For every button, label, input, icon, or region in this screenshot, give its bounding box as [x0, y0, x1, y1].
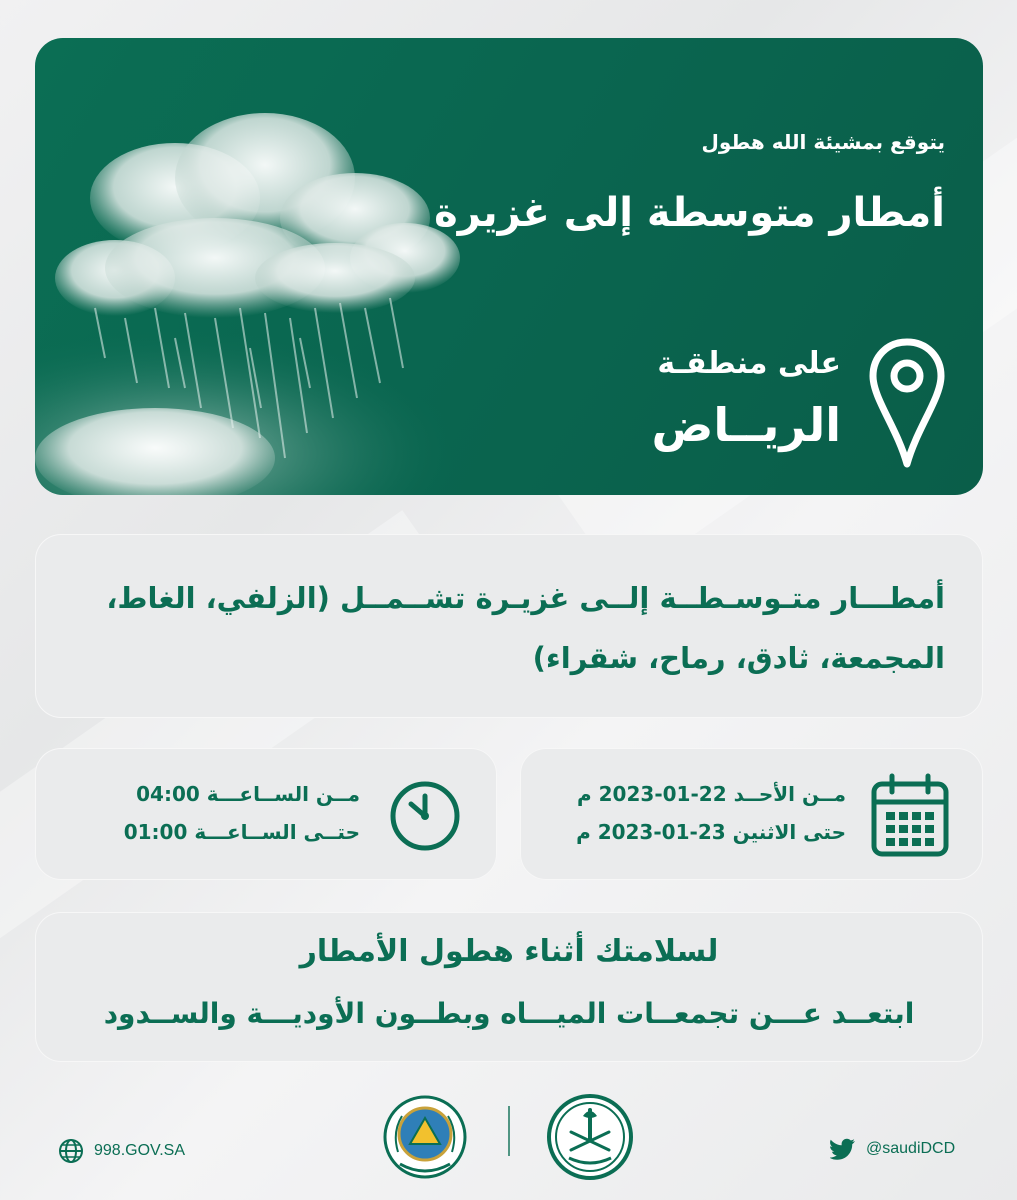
region-name: الريــاض	[651, 398, 841, 452]
forecast-pre-title: يتوقع بمشيئة الله هطول	[701, 130, 945, 154]
affected-areas-text: أمطـــار متـوسـطــة إلــى غزيـرة تشــمــل (الزلفي، الغاط، المجمعة، ثادق، رماح، شقراء)	[106, 581, 945, 675]
twitter-icon	[830, 1138, 856, 1160]
date-from: مــن الأحــد 22-01-2023 م	[577, 782, 846, 806]
date-to: حتى الاثنين 23-01-2023 م	[576, 820, 846, 844]
safety-title: لسلامتك أثناء هطول الأمطار	[299, 934, 719, 969]
website-text: 998.GOV.SA	[94, 1142, 186, 1159]
website-link[interactable]	[58, 1138, 185, 1164]
location-pin-icon	[867, 336, 947, 468]
twitter-link[interactable]	[830, 1138, 955, 1160]
forecast-title: أمطار متوسطة إلى غزيرة	[434, 190, 945, 236]
clock-icon	[385, 774, 465, 854]
time-card	[35, 748, 497, 880]
safety-advice: ابتعــد عـــن تجمعــات الميـــاه وبطــون الأوديـــة والســدود	[103, 997, 915, 1030]
twitter-handle: @saudiDCD	[866, 1140, 956, 1157]
date-card	[520, 748, 983, 880]
time-to: حتــى الســاعـــة 01:00	[123, 820, 360, 844]
hero-banner	[35, 38, 983, 495]
rain-cloud-image	[35, 38, 505, 495]
calendar-icon	[870, 772, 950, 858]
civil-defense-logo	[380, 1092, 470, 1182]
time-from: مــن الســاعـــة 04:00	[136, 782, 360, 806]
globe-icon	[58, 1138, 84, 1164]
affected-areas-card	[35, 534, 983, 718]
ministry-interior-logo	[545, 1092, 635, 1182]
safety-card	[35, 912, 983, 1062]
logo-divider	[508, 1106, 510, 1156]
region-prefix: على منطقـة	[657, 346, 841, 381]
